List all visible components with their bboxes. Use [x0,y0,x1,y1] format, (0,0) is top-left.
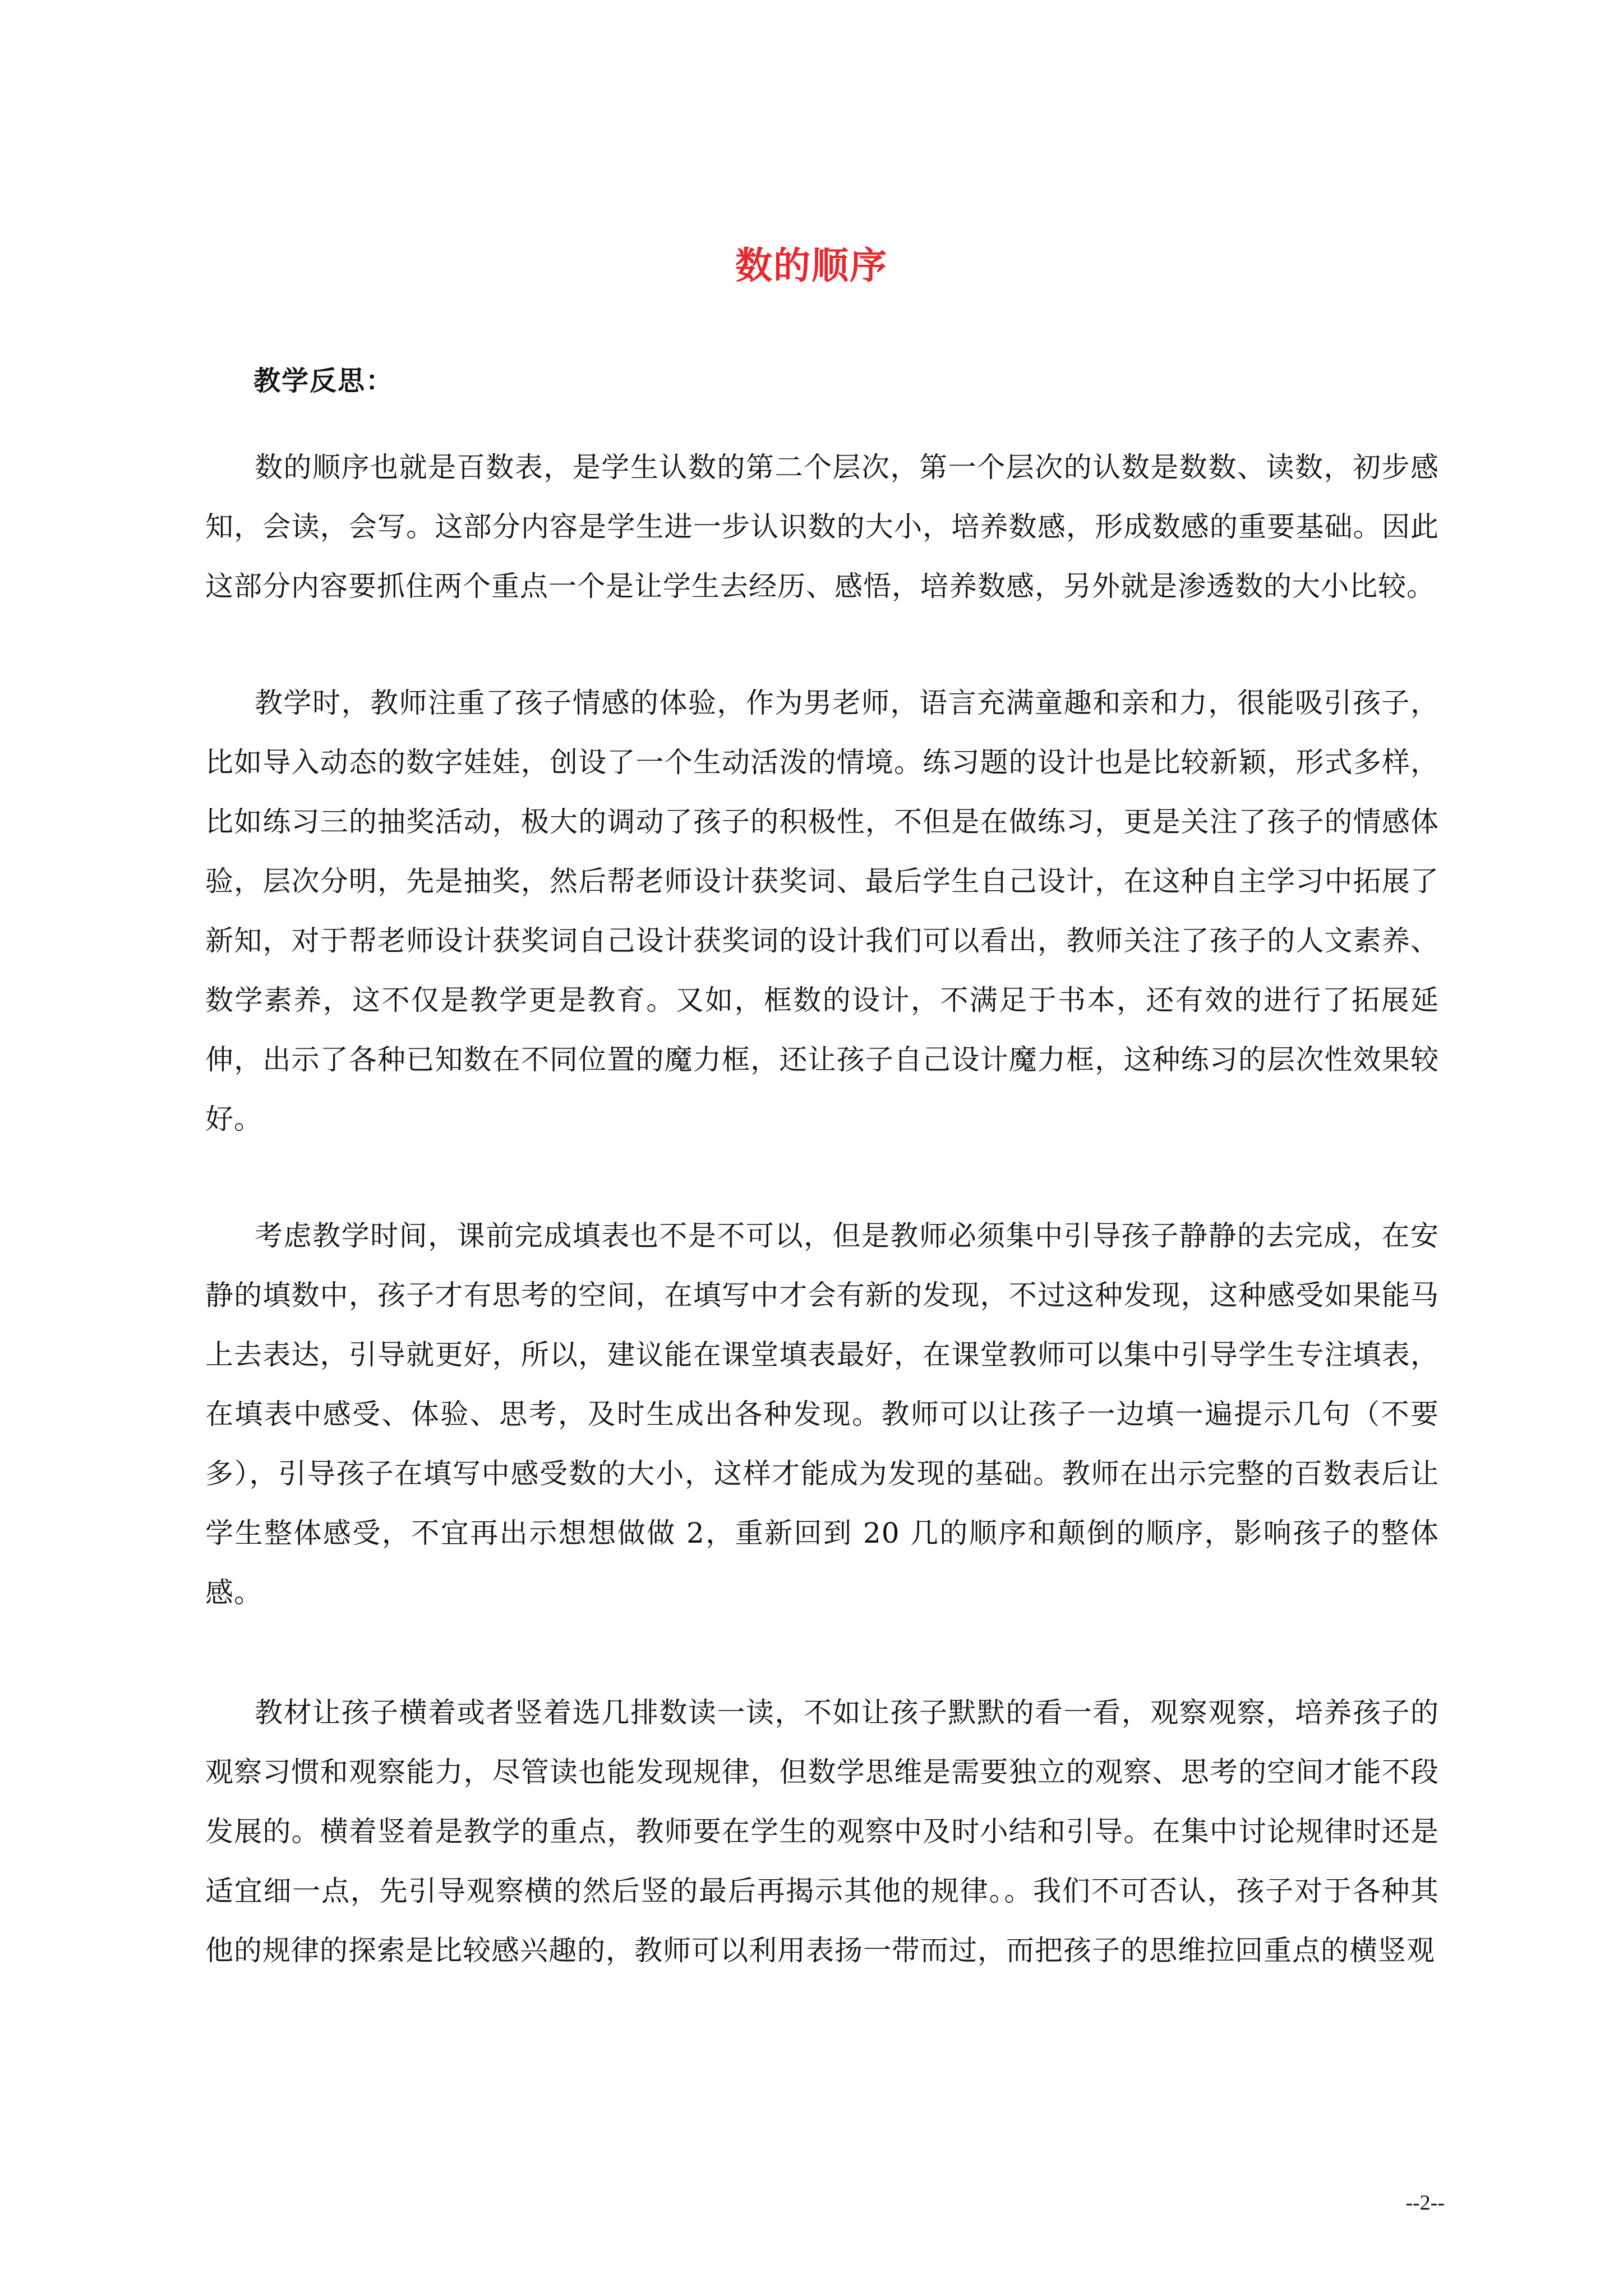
paragraph-1: 数的顺序也就是百数表，是学生认数的第二个层次，第一个层次的认数是数数、读数，初步感知，会读，会写。这部分内容是学生进一步认识数的大小，培养数感，形成数感的重要基础。因此这部分内容要抓住两个重点一个是让学生去经历、感悟，培养数感，另外就是渗透数的大小比较。 [205,451,1439,602]
paragraph-3: 考虑教学时间，课前完成填表也不是不可以，但是教师必须集中引导孩子静静的去完成，在安静的填数中，孩子才有思考的空间，在填写中才会有新的发现，不过这种发现，这种感受如果能马上去表达，引导就更好，所以，建议能在课堂填表最好，在课堂教师可以集中引导学生专注填表，在填表中感受、体验、思考，及时生成出各种发现。教师可以让孩子一边填一遍提示几句（不要多），引导孩子在填写中感受数的大小，这样才能成为发现的基础。教师在出示完整的百数表后让学生整体感受，不宜再出示想想做做 2，重新回到 20 几的顺序和颠倒的顺序，影响孩子的整体感。 [205,1220,1439,1609]
paragraph-4: 教材让孩子横着或者竖着选几排数读一读，不如让孩子默默的看一看，观察观察，培养孩子的观察习惯和观察能力，尽管读也能发现规律，但数学思维是需要独立的观察、思考的空间才能不段发展的。横着竖着是教学的重点，教师要在学生的观察中及时小结和引导。在集中讨论规律时还是适宜细一点，先引导观察横的然后竖的最后再揭示其他的规律。。我们不可否认，孩子对于各种其他的规律的探索是比较感兴趣的，教师可以利用表扬一带而过，而把孩子的思维拉回重点的横竖观 [205,1696,1439,1967]
page-number: --2-- [1405,2191,1445,2215]
document-title: 数的顺序 [735,243,888,287]
section-heading: 教学反思： [253,365,394,397]
paragraph-2: 教学时，教师注重了孩子情感的体验，作为男老师，语言充满童趣和亲和力，很能吸引孩子，比如导入动态的数字娃娃，创设了一个生动活泼的情境。练习题的设计也是比较新颖，形式多样，比如练习三的抽奖活动，极大的调动了孩子的积极性，不但是在做练习，更是关注了孩子的情感体验，层次分明，先是抽奖，然后帮老师设计获奖词、最后学生自己设计，在这种自主学习中拓展了新知，对于帮老师设计获奖词自己设计获奖词的设计我们可以看出，教师关注了孩子的人文素养、数学素养，这不仅是教学更是教育。又如，框数的设计，不满足于书本，还有效的进行了拓展延伸，出示了各种已知数在不同位置的魔力框，还让孩子自己设计魔力框，这种练习的层次性效果较好。 [205,687,1439,1135]
